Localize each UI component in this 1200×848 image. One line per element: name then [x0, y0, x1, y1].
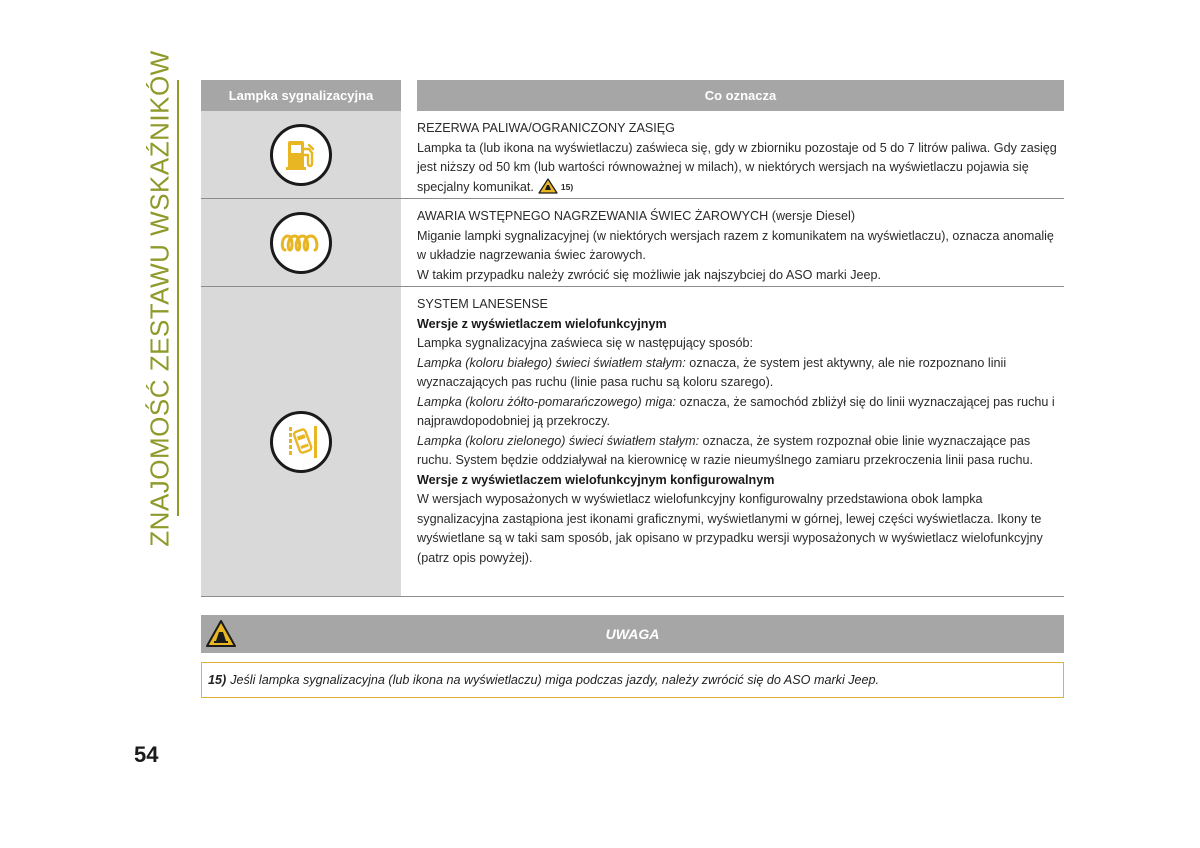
row-title: SYSTEM LANESENSE: [417, 297, 548, 311]
table-row: [201, 199, 1064, 287]
note-reference: 15): [560, 181, 574, 192]
header-meaning: Co oznacza: [417, 80, 1064, 111]
warning-note: [201, 662, 1064, 698]
table-header: [201, 80, 1064, 111]
glow-plug-icon: [270, 212, 332, 274]
note-text: Jeśli lampka sygnalizacyjna (lub ikona na wyświetlaczu) miga podczas jazdy, należy zwrócić się do ASO marki Jeep.: [230, 673, 880, 687]
item-text: oznacza, że samochód zbliżył się do linii wyznaczającej pas ruchu i najprawdopodobniej ją przekroczy.: [417, 394, 1055, 428]
warning-triangle-icon: [538, 178, 558, 201]
warning-title: UWAGA: [605, 626, 660, 642]
header-lamp: Lampka sygnalizacyjna: [201, 80, 401, 111]
row-title: AWARIA WSTĘPNEGO NAGRZEWANIA ŚWIEC ŻAROWYCH (wersje Diesel): [417, 209, 856, 223]
row-body: W wersjach wyposażonych w wyświetlacz wielofunkcyjny konfigurowalny przedstawiona obok lampka sygnalizacyjna zastąpiona jest ikonami graficznymi, wyświetlanymi w górnej, lewej części wyświetlacza. Ikony te wyświetlane są w taki sam sposób, jak opisano w przypadku wersji wyposażonych w wyświetlacz wielofunkcyjny (patrz opis powyżej).: [417, 492, 1043, 565]
warning-triangle-icon: [205, 619, 237, 649]
row-title: REZERWA PALIWA/OGRANICZONY ZASIĘG: [417, 121, 675, 135]
table-row: [201, 111, 1064, 199]
section-title-text: ZNAJOMOŚĆ ZESTAWU WSKAŹNIKÓW: [144, 49, 175, 547]
fuel-pump-icon: [270, 124, 332, 186]
warning-header: [201, 615, 1064, 653]
item-label: Lampka (koloru żółto-pomarańczowego) miga:: [417, 394, 676, 409]
note-number: 15): [208, 673, 227, 687]
row-body: W takim przypadku należy zwrócić się możliwie jak najszybciej do ASO marki Jeep.: [417, 267, 882, 282]
section-title-vertical: [138, 49, 182, 547]
lanesense-icon: [270, 411, 332, 473]
row-subheading: Wersje z wyświetlaczem wielofunkcyjnym konfigurowalnym: [417, 472, 775, 487]
item-label: Lampka (koloru zielonego) świeci światłem stałym:: [417, 433, 700, 448]
row-body: Miganie lampki sygnalizacyjnej (w niektórych wersjach razem z komunikatem na wyświetlaczu), oznacza anomalię w układzie nagrzewania świec żarowych.: [417, 228, 1054, 262]
row-body: Lampka ta (lub ikona na wyświetlaczu) zaświeca się, gdy w zbiorniku pozostaje od 5 do 7 litrów paliwa. Gdy zasięg jest niższy od 50 km (lub wartości równoważnej w milach), w niektórych wersjach na wyświetlaczu pojawia się specjalny komunikat.: [417, 140, 1057, 194]
row-body: Lampka sygnalizacyjna zaświeca się w następujący sposób:: [417, 336, 754, 350]
item-label: Lampka (koloru białego) świeci światłem stałym:: [417, 355, 686, 370]
warning-lamps-table: [201, 80, 1064, 597]
item-text: oznacza, że system rozpoznał obie linie wyznaczające pas ruchu. System będzie oddziaływał na kierownicę w razie nieumyślnego zamiaru przekroczenia linii pasa ruchu.: [417, 433, 1033, 467]
table-row: [201, 287, 1064, 597]
row-subheading: Wersje z wyświetlaczem wielofunkcyjnym: [417, 316, 667, 331]
item-text: oznacza, że system jest aktywny, ale nie rozpoznano linii wyznaczających pas ruchu (linie pasa ruchu są koloru szarego).: [417, 355, 1007, 389]
page-number: 54: [134, 742, 159, 767]
section-rule: [177, 80, 179, 516]
